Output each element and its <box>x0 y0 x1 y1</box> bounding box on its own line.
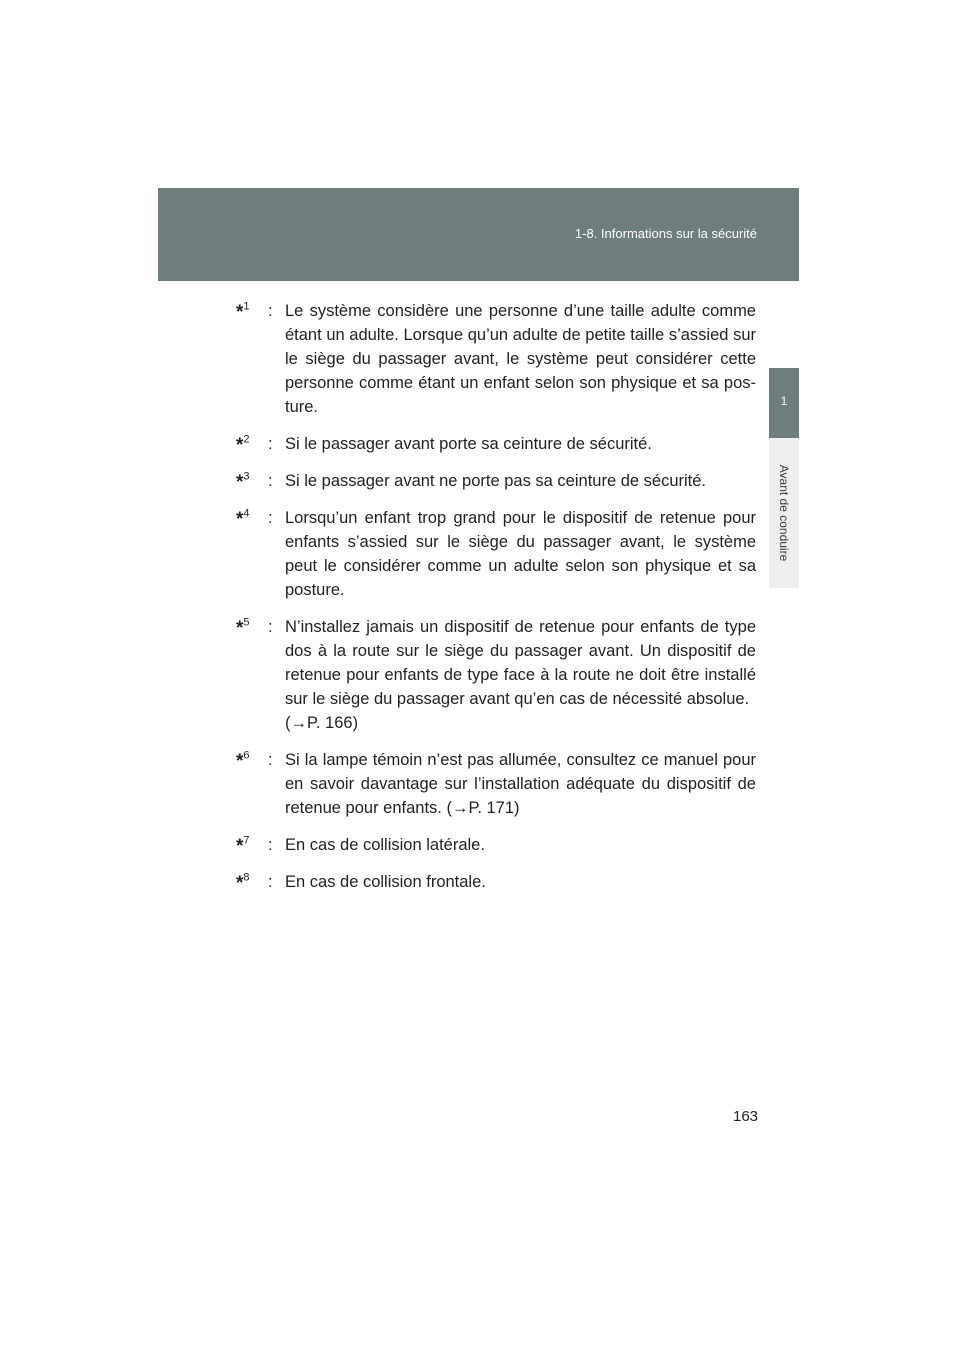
footnote-text: : Si le passager avant ne porte pas sa ceinture de sécurité. <box>268 472 706 490</box>
footnote-marker: *$^3$ <box>236 470 250 493</box>
section-title: 1-8. Informations sur la sécurité <box>574 226 757 241</box>
chapter-number: 1 <box>780 394 788 408</box>
footnote-text: : Le système considère une personne d’une taille adulte comme étant un adulte. Lorsque qu’un adulte de petite taille s’assied sur le siège du passager avant, le système peut considérer cette personne comme étant un enfant selon son physique et sa pos-ture. <box>268 302 756 416</box>
footnote-text: : En cas de collision frontale. <box>268 873 486 891</box>
footnote <box>236 615 756 735</box>
chapter-tab <box>769 368 799 438</box>
footnote-text: : En cas de collision latérale. <box>268 836 485 854</box>
footnote-marker: *$^5$ <box>236 616 250 639</box>
footnote-text: : Si le passager avant porte sa ceinture de sécurité. <box>268 435 652 453</box>
footnote-marker: *$^1$ <box>236 300 250 323</box>
footnote-text: : Lorsqu’un enfant trop grand pour le dispositif de retenue pour enfants s’assied sur le siège du passager avant, le système peut le considérer comme un adulte selon son physique et sa posture. <box>268 509 756 599</box>
footnote-marker: *$^6$ <box>236 749 250 772</box>
footnote <box>236 299 756 419</box>
footnote <box>236 748 756 820</box>
chapter-label: Avant de conduire <box>777 464 791 562</box>
chapter-label-tab <box>769 438 799 588</box>
footnote <box>236 506 756 602</box>
footnote-list <box>236 299 756 907</box>
footnote <box>236 870 756 894</box>
footnote-marker: *$^2$ <box>236 433 250 456</box>
page-number: 163 <box>733 1108 759 1125</box>
section-header-bar <box>158 188 799 281</box>
footnote-text: : Si la lampe témoin n’est pas allumée, consultez ce manuel pour en savoir davantage sur l’installation adéquate du dispositif de retenue pour enfants. (→P. 171) <box>268 751 756 817</box>
footnote <box>236 833 756 857</box>
footnote-marker: *$^4$ <box>236 507 250 530</box>
page-reference: (→P. 166) <box>285 714 359 732</box>
footnote-marker: *$^8$ <box>236 871 250 894</box>
footnote-marker: *$^7$ <box>236 834 250 857</box>
footnote-text: : N’installez jamais un dispositif de retenue pour enfants de type dos à la route sur le siège du passager avant. Un dispositif de retenue pour enfants de type face à la route ne doit être installé sur le siège du passager avant qu’en cas de nécessité absolue. (→P. 166) <box>266 615 756 735</box>
footnote <box>236 432 756 456</box>
footnote <box>236 469 756 493</box>
